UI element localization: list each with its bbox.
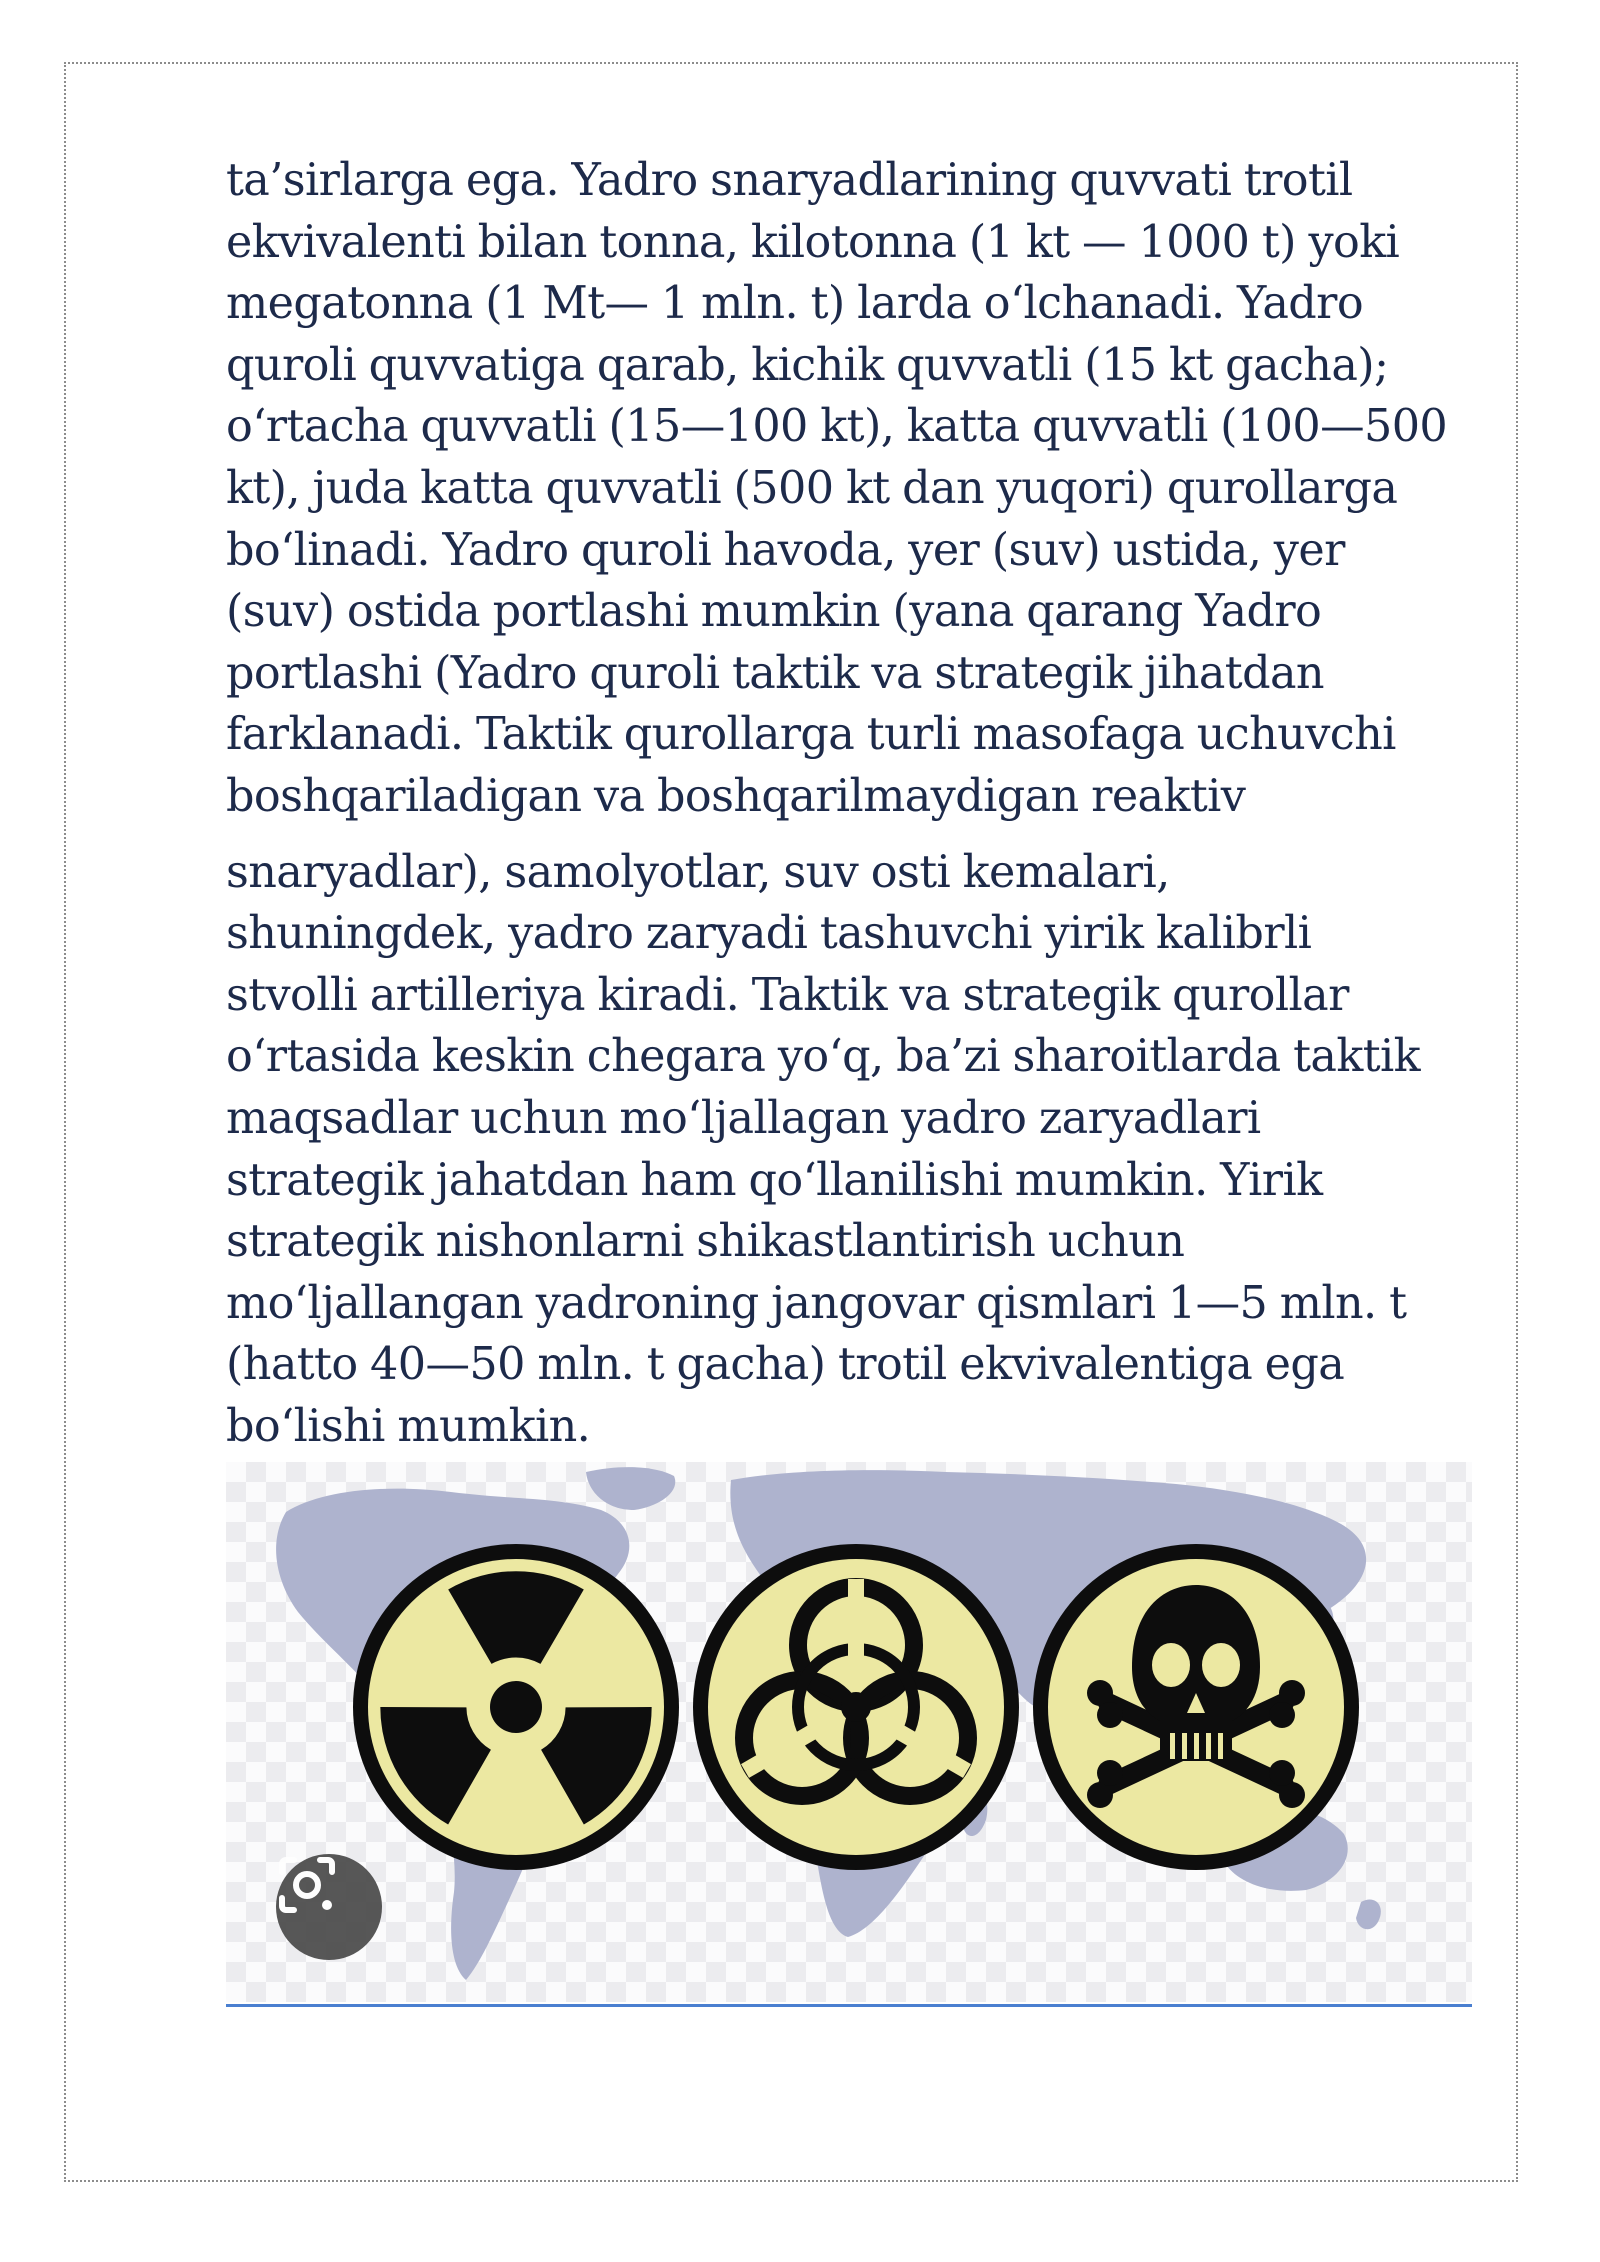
image-search-icon	[276, 1854, 338, 1916]
paragraph-line: shuningdek, yadro zaryadi tashuvchi yirik kalibrli	[226, 908, 1312, 960]
hazard-symbols-graphic	[226, 1462, 1472, 2002]
paragraph-line: ta’sirlarga ega. Yadro snaryadlarining quvvati trotil	[226, 155, 1353, 206]
paragraph-line: bo‘lishi mumkin.	[226, 1400, 591, 1452]
skull-crossbones-icon	[1033, 1544, 1359, 1870]
paragraph-line: boshqariladigan va boshqarilmaydigan reaktiv	[226, 770, 1246, 822]
body-paragraph	[226, 150, 1486, 1457]
paragraph-line: mo‘ljallangan yadroning jangovar qismlari 1—5 mln. t	[226, 1277, 1407, 1329]
paragraph-line: snaryadlar), samolyotlar, suv osti kemalari,	[226, 846, 1170, 898]
paragraph-line: stvolli artilleriya kiradi. Taktik va strategik qurollar	[226, 969, 1349, 1021]
paragraph-line: farklanadi. Taktik qurollarga turli masofaga uchuvchi	[226, 709, 1396, 761]
paragraph-line: strategik jahatdan ham qo‘llanilishi mumkin. Yirik	[226, 1154, 1323, 1206]
biohazard-icon	[693, 1544, 1019, 1870]
radiation-icon	[353, 1544, 679, 1870]
paragraph-line: kt), juda katta quvvatli (500 kt dan yuqori) qurollarga	[226, 462, 1398, 514]
hazard-symbols-image	[226, 1462, 1472, 2002]
paragraph-line: (suv) ostida portlashi mumkin (yana qarang Yadro	[226, 586, 1322, 638]
figure-underline	[226, 2004, 1472, 2007]
paragraph-line: o‘rtasida keskin chegara yo‘q, ba’zi sharoitlarda taktik	[226, 1031, 1420, 1083]
image-search-button[interactable]	[276, 1854, 382, 1960]
paragraph-line: ekvivalenti bilan tonna, kilotonna (1 kt — 1000 t) yoki	[226, 216, 1400, 268]
paragraph-line: bo‘linadi. Yadro quroli havoda, yer (suv) ustida, yer	[226, 524, 1345, 576]
paragraph-line: (hatto 40—50 mln. t gacha) trotil ekvivalentiga ega	[226, 1339, 1345, 1391]
paragraph-line: portlashi (Yadro quroli taktik va strategik jihatdan	[226, 647, 1324, 699]
paragraph-line: o‘rtacha quvvatli (15—100 kt), katta quvvatli (100—500	[226, 401, 1448, 453]
paragraph-line: quroli quvvatiga qarab, kichik quvvatli (15 kt gacha);	[226, 339, 1389, 391]
paragraph-line: maqsadlar uchun mo‘ljallagan yadro zaryadlari	[226, 1092, 1261, 1144]
paragraph-line: megatonna (1 Mt— 1 mln. t) larda o‘lchanadi. Yadro	[226, 278, 1364, 330]
paragraph-line: strategik nishonlarni shikastlantirish uchun	[226, 1216, 1185, 1268]
